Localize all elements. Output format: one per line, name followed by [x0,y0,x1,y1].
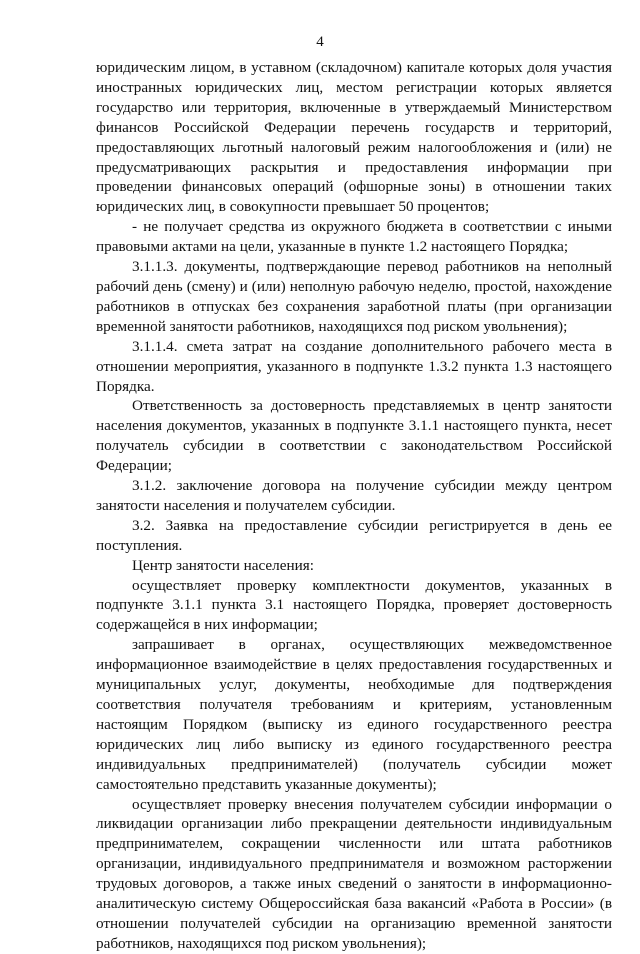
page-number: 4 [316,34,324,50]
paragraph-3-2: 3.2. Заявка на предоставление субсидии регистрируется в день ее поступления. [96,516,612,554]
paragraph-offshore-criteria: юридическим лицом, в уставном (складочном) капитале которых доля участия иностранных юридических лиц, местом регистрации которых является государство или территория, включенные в утверждаемый Министерством финансов Российской Федерации перечень государств и территорий, предоставляющих льготный налоговый режим налогообложения и (или) не предусматривающих раскрытия и предоставления информации при проведении финансовых операций (офшорные зоны) в отношении таких юридических лиц, в совокупности превышает 50 процентов; [96,59,612,216]
paragraph-responsibility: Ответственность за достоверность представляемых в центр занятости населения документов, указанных в подпункте 3.1.1 настоящего пункта, несет получатель субсидии в соответствии с законодательством Российской Федерации; [96,397,612,475]
document-body [96,58,612,954]
paragraph-3-1-2: 3.1.2. заключение договора на получение субсидии между центром занятости населения и получателем субсидии. [96,477,612,514]
paragraph-verify-documents: осуществляет проверку комплектности документов, указанных в подпункте 3.1.1 пункта 3.1 настоящего Порядка, проверяет достоверность содержащейся в них информации; [96,576,612,634]
paragraph-3-1-1-4: 3.1.1.4. смета затрат на создание дополнительного рабочего места в отношении мероприятия, указанного в подпункте 1.3.2 пункта 1.3 настоящего Порядка. [96,337,612,395]
paragraph-3-1-1-3: 3.1.1.3. документы, подтверждающие перевод работников на неполный рабочий день (смену) и (или) неполную рабочую неделю, простой, нахождение работников в отпусках без сохранения заработной платы (при организации временной занятости работников, находящихся под риском увольнения); [96,258,612,335]
paragraph-verify-information: осуществляет проверку внесения получателем субсидии информации о ликвидации организации либо прекращении деятельности индивидуальным предпринимателем, сокращении численности или штата работников организации, индивидуального предпринимателя и возможном расторжении трудовых договоров, а также иных сведений о занятости в информационно-аналитическую систему Общероссийская база вакансий «Работа в России» (в отношении получателей субсидии на организацию временной занятости работников, находящихся под риском увольнения); [96,795,612,952]
paragraph-budget-funds: - не получает средства из окружного бюджета в соответствии с иными правовыми актами на цели, указанные в пункте 1.2 настоящего Порядка; [96,218,612,256]
paragraph-request-documents: запрашивает в органах, осуществляющих межведомственное информационное взаимодействие в целях предоставления государственных и муниципальных услуг, документы, необходимые для подтверждения соответствия получателя требованиям и критериям, установленным настоящим Порядком (выписку из единого государственного реестра юридических лиц либо выписку из единого государственного реестра индивидуальных предпринимателей) (получатель субсидии может самостоятельно представить указанные документы); [96,636,612,793]
paragraph-employment-center: Центр занятости населения: [132,556,314,574]
